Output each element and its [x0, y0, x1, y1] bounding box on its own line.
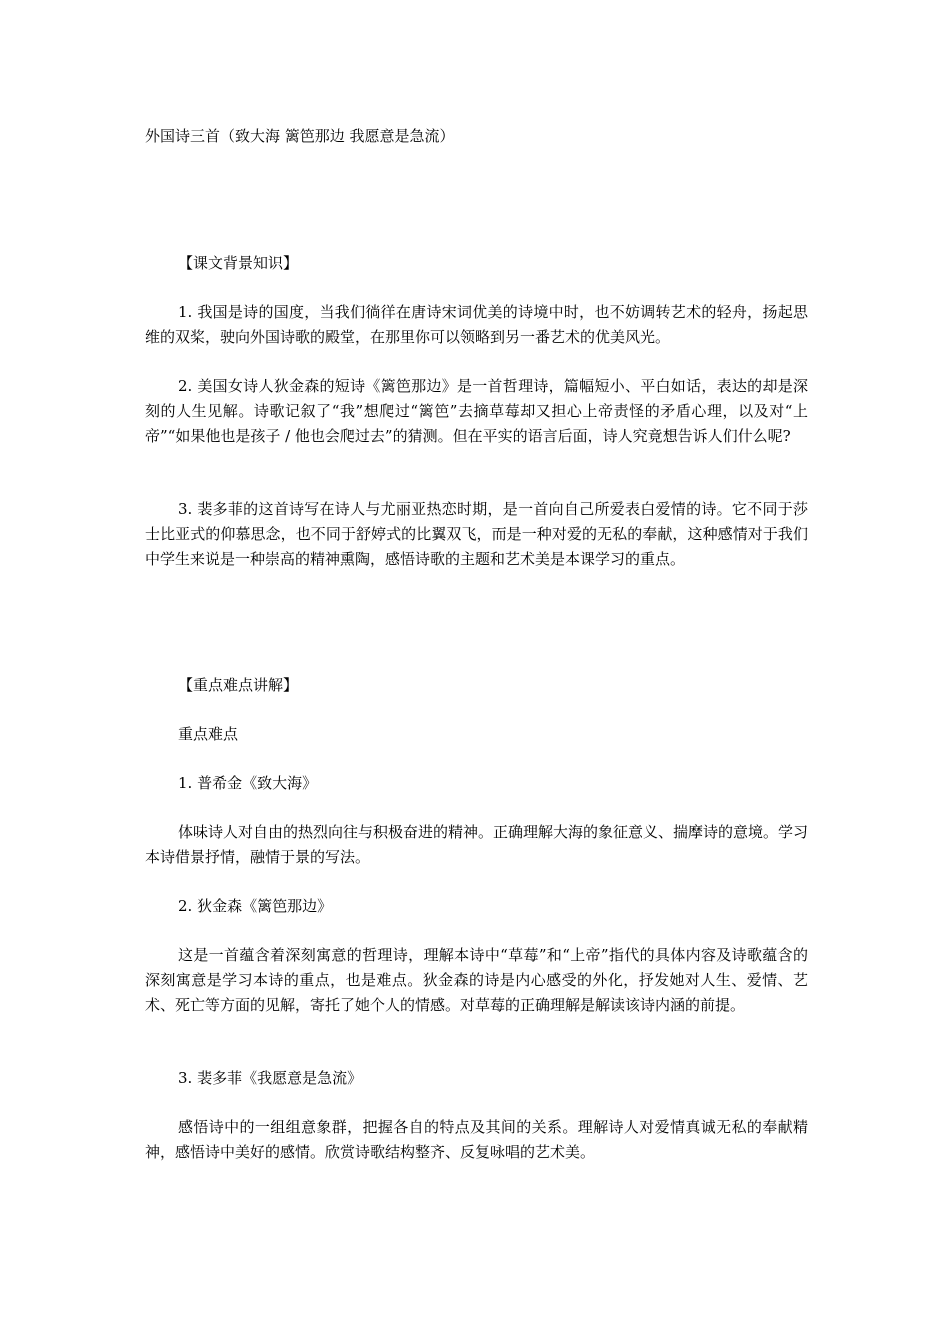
item-1-text: 体味诗人对自由的热烈向往与积极奋进的精神。正确理解大海的象征意义、揣摩诗的意境。学习本诗借景抒情，融情于景的写法。 — [145, 823, 809, 866]
section-heading-key-points: 【重点难点讲解】 — [178, 676, 299, 694]
background-paragraph-2: 2. 美国女诗人狄金森的短诗《篱笆那边》是一首哲理诗，篇幅短小、平白如话，表达的却是深刻的人生见解。诗歌记叙了“我”想爬过“篱笆”去摘草莓却又担心上帝责怪的矛盾心理，以及对“上帝”“如果他也是孩子 / 他也会爬过去”的猜测。但在平实的语言后面，诗人究竟想告诉人们什么呢? — [145, 377, 808, 445]
subheading-key-difficulties: 重点难点 — [178, 725, 239, 743]
background-paragraph-3: 3. 裴多菲的这首诗写在诗人与尤丽亚热恋时期，是一首向自己所爱表白爱情的诗。它不同于莎士比亚式的仰慕思念，也不同于舒婷式的比翼双飞，而是一种对爱的无私的奉献，这种感情对于我们中学生来说是一种崇高的精神熏陶，感悟诗歌的主题和艺术美是本课学习的重点。 — [145, 500, 808, 568]
item-2-title: 2. 狄金森《篱笆那边》 — [178, 897, 333, 915]
background-paragraph-1: 1. 我国是诗的国度，当我们徜徉在唐诗宋词优美的诗境中时，也不妨调转艺术的轻舟，扬起思维的双桨，驶向外国诗歌的殿堂，在那里你可以领略到另一番艺术的优美风光。 — [145, 303, 808, 346]
item-2-text: 这是一首蕴含着深刻寓意的哲理诗，理解本诗中“草莓”和“上帝”指代的具体内容及诗歌蕴含的深刻寓意是学习本诗的重点，也是难点。狄金森的诗是内心感受的外化，抒发她对人生、爱情、艺术、死亡等方面的见解，寄托了她个人的情感。对草莓的正确理解是解读该诗内涵的前提。 — [145, 946, 808, 1014]
document-title: 外国诗三首（致大海 篱笆那边 我愿意是急流） — [145, 127, 455, 145]
item-1-title: 1. 普希金《致大海》 — [178, 774, 318, 792]
section-heading-background: 【课文背景知识】 — [178, 254, 299, 272]
item-3-text: 感悟诗中的一组组意象群，把握各自的特点及其间的关系。理解诗人对爱情真诚无私的奉献精神，感悟诗中美好的感情。欣赏诗歌结构整齐、反复咏唱的艺术美。 — [145, 1118, 808, 1161]
item-3-title: 3. 裴多菲《我愿意是急流》 — [178, 1069, 363, 1087]
